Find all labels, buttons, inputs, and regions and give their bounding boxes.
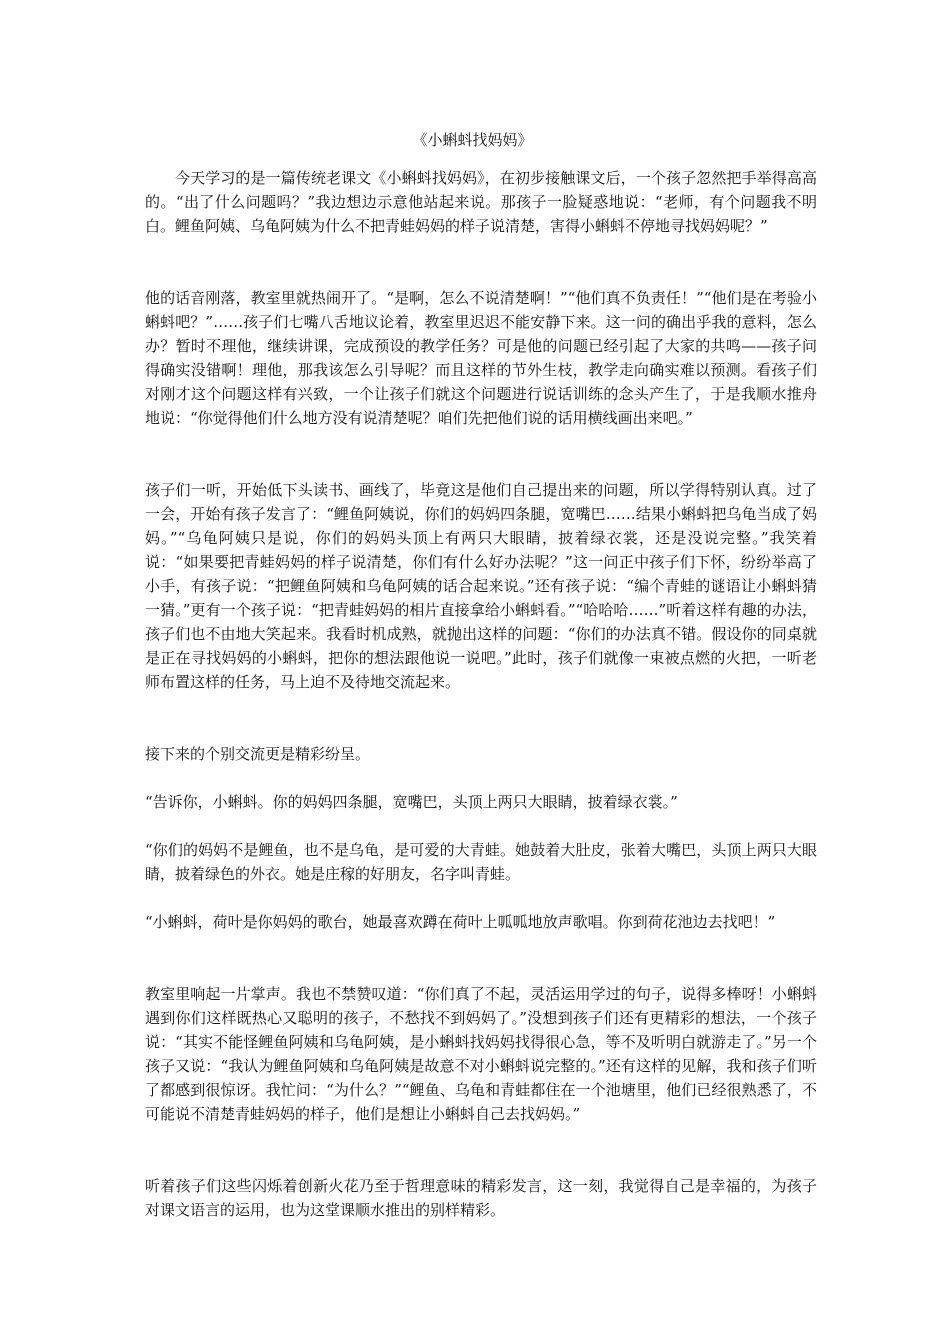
paragraph-quote-1: “告诉你，小蝌蚪。你的妈妈四条腿，宽嘴巴，头顶上两只大眼睛，披着绿衣裳。” [145,793,678,811]
paragraph-quote-3: “小蝌蚪，荷叶是你妈妈的歌台，她最喜欢蹲在荷叶上呱呱地放声歌唱。你到荷花池边去找吧！” [145,913,776,931]
paragraph-conclusion: 听着孩子们这些闪烁着创新火花乃至于哲理意味的精彩发言，这一刻，我觉得自己是幸福的，为孩子对课文语言的运用，也为这堂课顺水推出的别样精彩。 [145,1177,817,1219]
paragraph-exchange: 接下来的个别交流更是精彩纷呈。 [145,745,371,763]
paragraph-quote-2: “你们的妈妈不是鲤鱼，也不是乌龟，是可爱的大青蛙。她鼓着大肚皮，张着大嘴巴，头顶上两只大眼睛，披着绿色的外衣。她是庄稼的好朋友，名字叫青蛙。 [145,841,817,883]
document-title: 《小蝌蚪找妈妈》 [412,131,533,149]
paragraph-discussion: 他的话音刚落，教室里就热闹开了。“是啊，怎么不说清楚啊！”“他们真不负责任！”“他们是在考验小蝌蚪吧？”……孩子们七嘴八舌地议论着，教室里迟迟不能安静下来。这一问的确出乎我的意料，怎么办？暂时不理他，继续讲课，完成预设的教学任务？可是他的问题已经引起了大家的共鸣——孩子问得确实没错啊！理他，那我该怎么引导呢？而且这样的节外生枝，教学走向确实难以预测。看孩子们对刚才这个问题这样有兴致，一个让孩子们就这个问题进行说话训练的念头产生了，于是我顺水推舟地说：“你觉得他们什么地方没有说清楚呢？咱们先把他们说的话用横线画出来吧。” [145,289,817,427]
paragraph-intro: 今天学习的是一篇传统老课文《小蝌蚪找妈妈》，在初步接触课文后，一个孩子忽然把手举得高高的。“出了什么问题吗？”我边想边示意他站起来说。那孩子一脸疑惑地说：“老师，有个问题我不明白。鲤鱼阿姨、乌龟阿姨为什么不把青蛙妈妈的样子说清楚，害得小蝌蚪不停地寻找妈妈呢？” [145,169,817,235]
paragraph-applause: 教室里响起一片掌声。我也不禁赞叹道：“你们真了不起，灵活运用学过的句子，说得多棒呀！小蝌蚪遇到你们这样既热心又聪明的孩子，不愁找不到妈妈了。”没想到孩子们还有更精彩的想法，一个孩子说：“其实不能怪鲤鱼阿姨和乌龟阿姨，是小蝌蚪找妈妈找得很心急，等不及听明白就游走了。”另一个孩子又说：“我认为鲤鱼阿姨和乌龟阿姨是故意不对小蝌蚪说完整的。”还有这样的见解，我和孩子们听了都感到很惊讶。我忙问：“为什么？”“鲤鱼、乌龟和青蛙都住在一个池塘里，他们已经很熟悉了，不可能说不清楚青蛙妈妈的样子，他们是想让小蝌蚪自己去找妈妈。” [145,985,817,1123]
paragraph-answers: 孩子们一听，开始低下头读书、画线了，毕竟这是他们自己提出来的问题，所以学得特别认真。过了一会，开始有孩子发言了：“鲤鱼阿姨说，你们的妈妈四条腿，宽嘴巴……结果小蝌蚪把乌龟当成了妈妈。”“乌龟阿姨只是说，你们的妈妈头顶上有两只大眼睛，披着绿衣裳，还是没说完整。”我笑着说：“如果要把青蛙妈妈的样子说清楚，你们有什么好办法呢？”这一问正中孩子们下怀，纷纷举高了小手，有孩子说：“把鲤鱼阿姨和乌龟阿姨的话合起来说。”还有孩子说：“编个青蛙的谜语让小蝌蚪猜一猜。”更有一个孩子说：“把青蛙妈妈的相片直接拿给小蝌蚪看。”“哈哈哈……”听着这样有趣的办法，孩子们也不由地大笑起来。我看时机成熟，就抛出这样的问题：“你们的办法真不错。假设你的同桌就是正在寻找妈妈的小蝌蚪，把你的想法跟他说一说吧。”此时，孩子们就像一束被点燃的火把，一听老师布置这样的任务，马上迫不及待地交流起来。 [145,481,817,691]
